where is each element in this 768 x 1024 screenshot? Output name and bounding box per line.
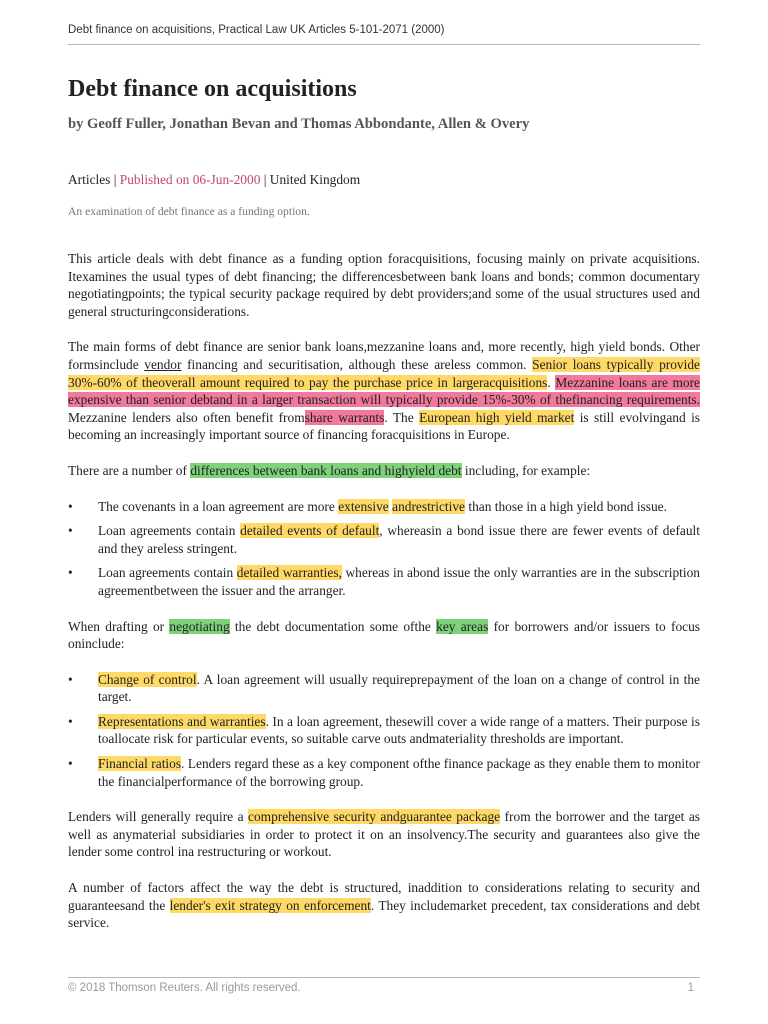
text-run: financing and securitisation, although these areless common. xyxy=(181,356,533,372)
highlight-yellow: andrestrictive xyxy=(392,498,465,514)
bullet: • xyxy=(68,498,73,514)
text-run: , whereasin a bond issue there are fewer events of default and they areless stringent. xyxy=(98,523,700,556)
bullet: • xyxy=(68,713,73,729)
text-run: than those in a high yield bond issue. xyxy=(465,498,667,514)
text-run: whereas in abond issue the only warranties are in the subscription agreementbetween the issuer and the arranger. xyxy=(98,565,700,598)
text-run: A number of factors affect the way the debt is structured, inaddition to considerations relating to security and guaranteesand the xyxy=(68,880,700,913)
paragraph-security xyxy=(68,808,700,861)
text-run: . They includemarket precedent, tax considerations and debt service. xyxy=(68,897,700,931)
paragraph-structure xyxy=(68,879,700,932)
text-run: including, for example: xyxy=(461,462,591,478)
text-run: There are a number of xyxy=(68,462,191,478)
paragraph-intro: This article deals with debt finance as a funding option foracquisitions, focusing mainly on private acquisitions. Itexamines the usual types of debt financing; the differencesbetween bank loans and bonds; common documentary negotiatingpoints; the typical security package required by debt providers;and some of the usual structures used and general structuringconsiderations. xyxy=(68,251,700,319)
text-run: Mezzanine lenders also often benefit from xyxy=(68,409,305,425)
text-run: for borrowers and/or issuers to focus oninclude: xyxy=(68,618,700,652)
paragraph-drafting xyxy=(68,618,700,653)
highlight-yellow: extensive xyxy=(338,498,389,514)
footer-divider xyxy=(68,977,700,978)
list-item xyxy=(68,755,700,790)
published-date-link[interactable]: Published on 06-Jun-2000 xyxy=(119,172,261,187)
paragraph-differences xyxy=(68,462,700,480)
article-authors: by Geoff Fuller, Jonathan Bevan and Thomas Abbondante, Allen & Overy xyxy=(68,116,530,132)
text-run: . xyxy=(547,374,556,390)
bullet: • xyxy=(68,565,73,581)
article-body xyxy=(68,250,700,950)
text-run: . The xyxy=(384,409,420,425)
highlight-yellow: European high yield market xyxy=(419,409,575,425)
text-run: . In a loan agreement, thesewill cover a wide range of a matters. Their purpose is toallocate risk for particular events, so suitable carve outs andmateriality thresholds are important. xyxy=(98,713,700,747)
jurisdiction: United Kingdom xyxy=(269,172,361,187)
text-run: . A loan agreement will usually requireprepayment of the loan on a change of control in the target. xyxy=(98,671,701,705)
highlight-yellow: comprehensive security andguarantee package xyxy=(248,809,501,825)
article-summary: An examination of debt finance as a funding option. xyxy=(68,205,310,218)
paragraph-forms xyxy=(68,338,700,444)
list-item xyxy=(68,498,700,516)
bullet: • xyxy=(68,523,73,539)
text-run: When drafting or xyxy=(68,618,170,634)
highlight-yellow: Financial ratios xyxy=(98,756,182,772)
running-header: Debt finance on acquisitions, Practical Law UK Articles 5-101-2071 (2000) xyxy=(68,24,445,36)
bullet: • xyxy=(68,671,73,687)
highlight-pink: share warrants xyxy=(304,409,385,425)
text-run: the debt documentation some ofthe xyxy=(229,618,437,634)
text-run: from the borrower and the target as well as anymaterial subsidiaries in order to protect it on an insolvency.The security and guarantees also give the lender some control ina restructuring or workout. xyxy=(68,809,700,860)
resource-type: Articles xyxy=(68,172,111,187)
highlight-green: negotiating xyxy=(169,618,230,634)
highlight-pink: Mezzanine loans are more expensive than senior debtand in a larger transaction will typically provide 15%-30% of thefinancing requirements. xyxy=(68,374,701,408)
highlight-yellow: detailed warranties, xyxy=(236,565,342,581)
list-item xyxy=(68,671,700,706)
key-areas-list xyxy=(68,671,700,791)
underlined-term: vendor xyxy=(144,356,182,372)
text-run: Lenders will generally require a xyxy=(68,809,249,825)
text-run: The main forms of debt finance are senior bank loans,mezzanine loans and, more recently, high yield bonds. Other formsinclude xyxy=(68,339,700,372)
highlight-yellow: Change of control xyxy=(98,671,197,687)
text-run: . Lenders regard these as a key component ofthe finance package as they enable them to monitor the financialperformance of the borrowing group. xyxy=(98,756,700,789)
header-divider xyxy=(68,44,700,45)
text-run: is still evolvingand is becoming an increasingly important source of financing foracquisitions in Europe. xyxy=(68,409,701,443)
highlight-yellow: lender's exit strategy on enforcement xyxy=(169,897,371,913)
text-run: Loan agreements contain xyxy=(98,565,237,581)
highlight-green: differences between bank loans and highyield debt xyxy=(190,462,462,478)
list-item xyxy=(68,522,700,557)
highlight-green: key areas xyxy=(436,618,489,634)
list-item xyxy=(68,713,700,748)
highlight-yellow: detailed events of default xyxy=(240,523,380,539)
differences-list xyxy=(68,498,700,600)
highlight-yellow: Representations and warranties xyxy=(98,713,266,729)
meta-separator: | xyxy=(260,172,270,187)
list-item xyxy=(68,564,700,599)
bullet: • xyxy=(68,756,73,772)
meta-separator: | xyxy=(110,172,120,187)
page-number: 1 xyxy=(687,982,694,994)
text-run: The covenants in a loan agreement are more xyxy=(98,498,339,514)
text-run: Loan agreements contain xyxy=(98,523,241,539)
copyright-notice: © 2018 Thomson Reuters. All rights reserved. xyxy=(68,982,301,994)
highlight-yellow: Senior loans typically provide 30%-60% of theoverall amount required to pay the purchase price in largeracquisitions xyxy=(68,356,700,390)
article-title: Debt finance on acquisitions xyxy=(68,76,357,102)
article-meta xyxy=(68,172,360,188)
